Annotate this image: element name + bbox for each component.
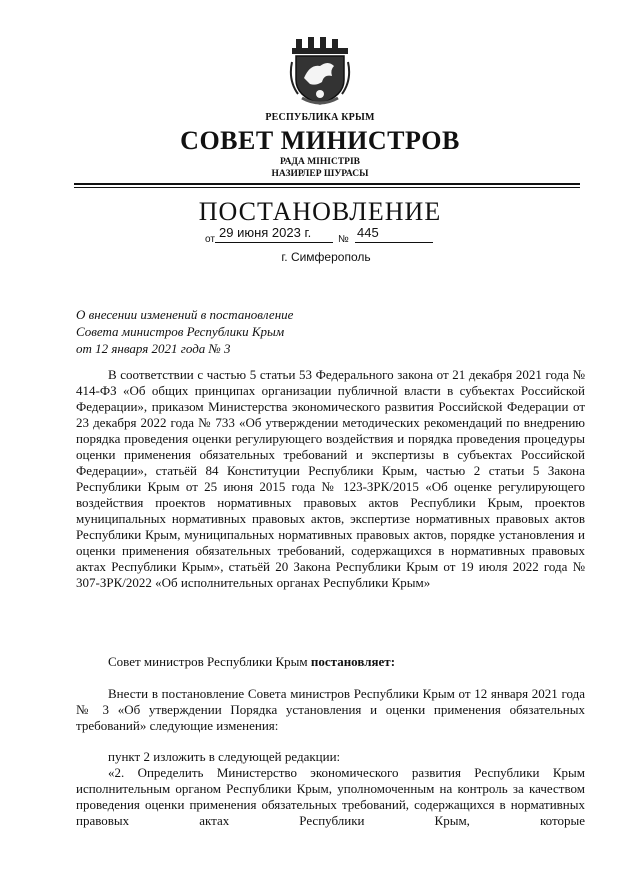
council-title-ukrainian: РАДА МІНІСТРІВ bbox=[279, 157, 360, 167]
quoted-text: «2. Определить Министерство экономического развития Республики Крым исполнительным органом Республики Крым, уполномоченным на контроль за качеством проведения оценки применения обязательных требований, содержащихся в нормативных правовых актах Республики Крым, которые bbox=[76, 765, 585, 828]
header-divider bbox=[74, 183, 580, 185]
document-type: ПОСТАНОВЛЕНИЕ bbox=[198, 197, 442, 226]
document-date: 29 июня 2023 г. bbox=[219, 225, 312, 240]
item-paragraph bbox=[76, 749, 585, 765]
date-prefix: от bbox=[205, 234, 215, 245]
resolution-paragraph bbox=[76, 654, 585, 670]
resolution-verb: постановляет: bbox=[310, 654, 396, 669]
council-title: СОВЕТ МИНИСТРОВ bbox=[180, 126, 460, 155]
date-underline bbox=[215, 242, 333, 243]
resolution-lead: Совет министров Республики Крым bbox=[108, 654, 308, 669]
subject-line: Совета министров Республики Крым bbox=[76, 324, 285, 339]
subject-line: от 12 января 2021 года № 3 bbox=[76, 341, 231, 356]
subject-line: О внесении изменений в постановление bbox=[76, 307, 294, 322]
council-title-crimean-tatar: НАЗИРЛЕР ШУРАСЫ bbox=[271, 169, 369, 179]
amendment-text: Внести в постановление Совета министров Республики Крым от 12 января 2021 года № 3 «Об утверждении Порядка установления и оценки применения обязательных требований» следующие изменения: bbox=[76, 686, 585, 733]
document-number: 445 bbox=[357, 225, 379, 240]
header-divider-thin bbox=[74, 187, 580, 188]
document-city: г. Симферополь bbox=[281, 250, 371, 264]
document-subject bbox=[76, 306, 376, 357]
preamble-paragraph bbox=[76, 367, 585, 591]
date-number-line bbox=[205, 224, 435, 246]
item-text: пункт 2 изложить в следующей редакции: bbox=[108, 749, 341, 764]
republic-name: РЕСПУБЛИКА КРЫМ bbox=[265, 112, 375, 123]
number-underline bbox=[355, 242, 433, 243]
number-prefix: № bbox=[338, 234, 349, 245]
crimea-coat-of-arms-icon bbox=[288, 36, 352, 106]
quoted-paragraph bbox=[76, 765, 585, 829]
preamble-text: В соответствии с частью 5 статьи 53 Федерального закона от 21 декабря 2021 года № 414-ФЗ «Об общих принципах организации публичной власти в субъектах Российской Федерации», приказом Министерства экономического развития Российской Федерации от 23 декабря 2022 года № 733 «Об утверждении методических рекомендаций по внедрению порядка проведения оценки регулирующего воздействия и порядка проведения процедуры оценки применения обязательных требований и экспертизы в субъектах Российской Федерации», статьёй 84 Конституции Республики Крым, частью 2 статьи 5 Закона Республики Крым от 25 июня 2015 года № 123-ЗРК/2015 «Об оценке регулирующего воздействия проектов нормативных правовых актов Республики Крым, проектов муниципальных нормативных правовых актов, экспертизе нормативных правовых актов Республики Крым, муниципальных нормативных правовых актов, порядке установления и оценки применения обязательных требований, содержащихся в нормативных правовых актах Республики Крым», статьёй 20 Закона Республики Крым от 19 июля 2022 года № 307-ЗРК/2022 «Об исполнительных органах Республики Крым» bbox=[76, 367, 585, 590]
amendment-paragraph bbox=[76, 686, 585, 734]
